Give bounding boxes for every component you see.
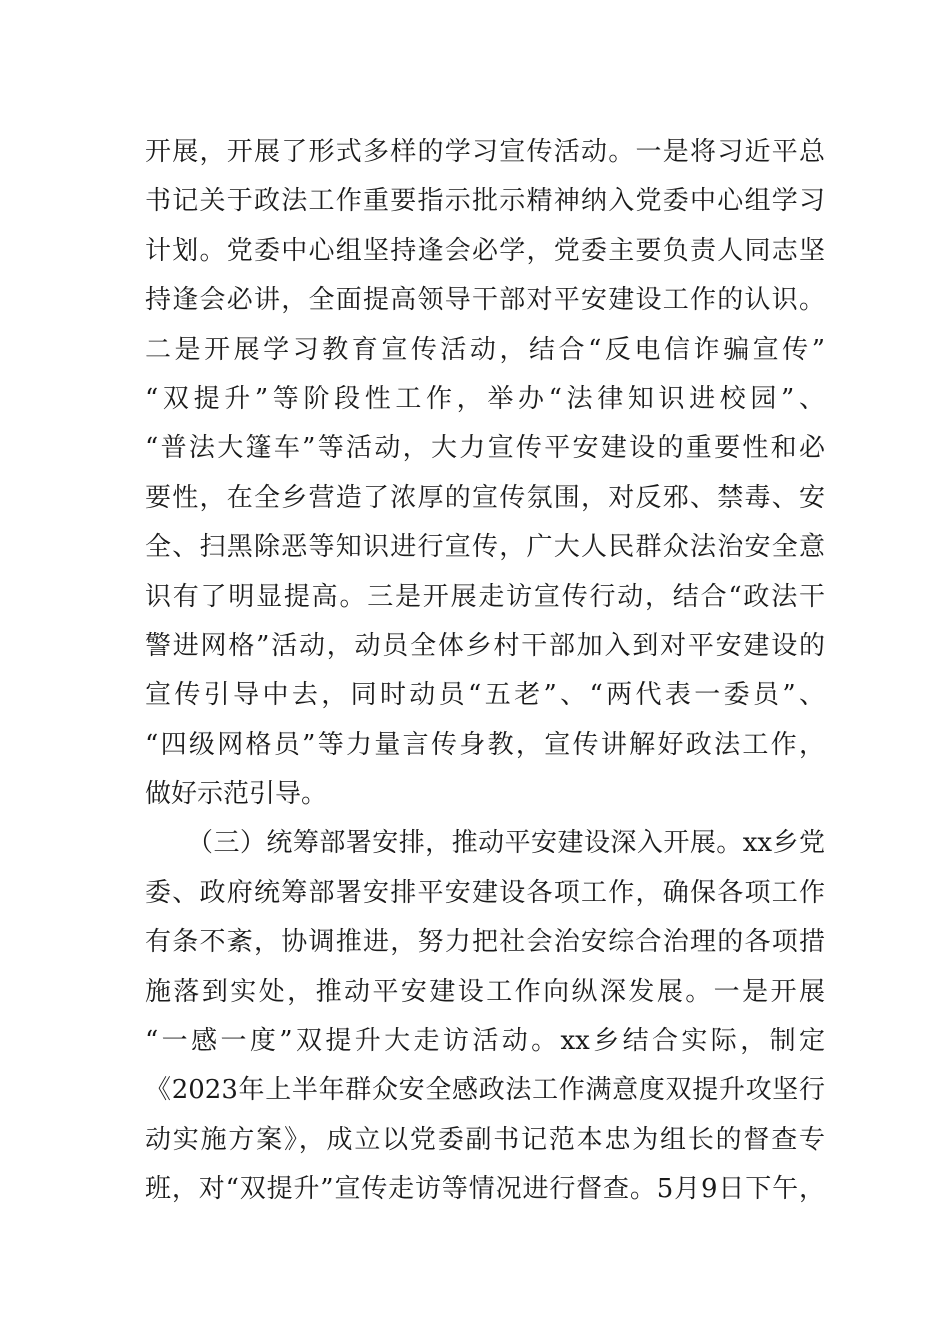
text-line: 书记关于政法工作重要指示批示精神纳入党委中心组学习 — [145, 186, 825, 217]
text-line: 施落到实处，推动平安建设工作向纵深发展。一是开展 — [145, 976, 825, 1007]
text-line: 班，对“双提升”宣传走访等情况进行督查。5月9日下午， — [145, 1174, 825, 1205]
text-line: 全、扫黑除恶等知识进行宣传，广大人民群众法治安全意 — [145, 532, 825, 563]
text-line: 开展，开展了形式多样的学习宣传活动。一是将习近平总 — [145, 137, 825, 167]
document-body — [145, 128, 825, 1215]
text-line: 有条不紊，协调推进，努力把社会治安综合治理的各项措 — [145, 927, 825, 958]
text-line: 动实施方案》，成立以党委副书记范本忠为组长的督查专 — [145, 1124, 825, 1155]
text-line: “一感一度”双提升大走访活动。xx乡结合实际，制定 — [145, 1026, 825, 1057]
text-line: “双提升”等阶段性工作，举办“法律知识进校园”、 — [145, 383, 825, 414]
text-line: 识有了明显提高。三是开展走访宣传行动，结合“政法干 — [145, 581, 825, 612]
section-heading-line: （三）统筹部署安排，推动平安建设深入开展。xx乡党 — [187, 828, 825, 859]
text-line: 二是开展学习教育宣传活动，结合“反电信诈骗宣传” — [145, 334, 825, 365]
paragraph-end-line: 做好示范引导。 — [145, 779, 328, 810]
text-line: 警进网格”活动，动员全体乡村干部加入到对平安建设的 — [145, 630, 825, 661]
text-line: 持逢会必讲，全面提高领导干部对平安建设工作的认识。 — [145, 285, 825, 316]
text-line: “四级网格员”等力量言传身教，宣传讲解好政法工作， — [145, 729, 825, 760]
text-line: 委、政府统筹部署安排平安建设各项工作，确保各项工作 — [145, 877, 825, 908]
text-line: “普法大篷车”等活动，大力宣传平安建设的重要性和必 — [145, 433, 825, 464]
text-line: 要性，在全乡营造了浓厚的宣传氛围，对反邪、禁毒、安 — [145, 482, 825, 513]
text-line: 计划。党委中心组坚持逢会必学，党委主要负责人同志坚 — [145, 235, 825, 266]
text-line: 宣传引导中去，同时动员“五老”、“两代表一委员”、 — [145, 680, 825, 711]
text-line: 《2023年上半年群众安全感政法工作满意度双提升攻坚行 — [145, 1075, 825, 1106]
